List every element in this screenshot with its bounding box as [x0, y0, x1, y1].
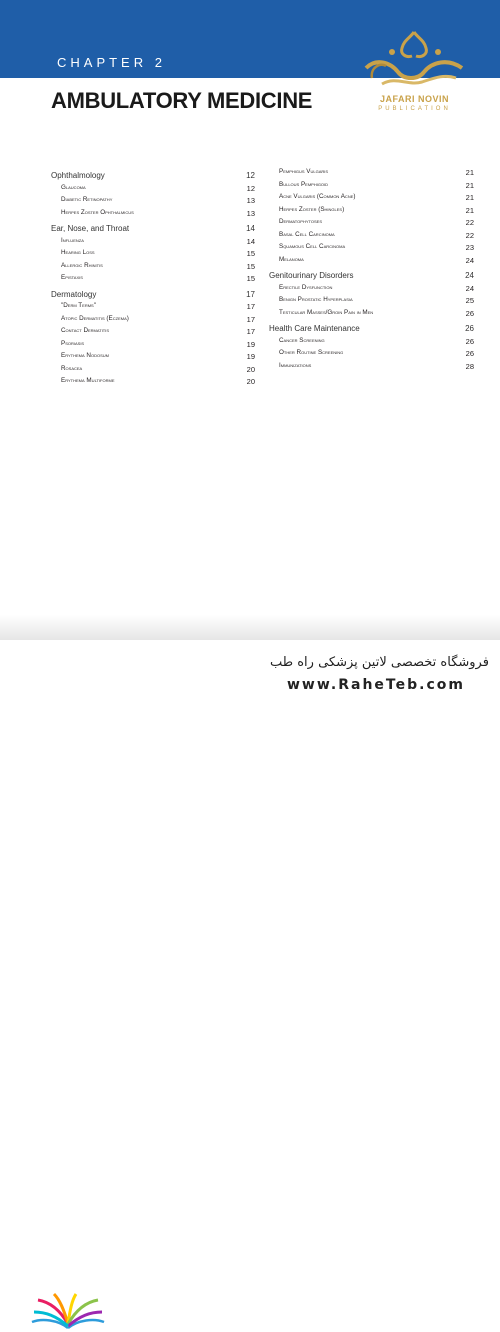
toc-subentry[interactable]	[51, 327, 255, 340]
toc-entry-title: Health Care Maintenance	[269, 324, 360, 333]
store-name: فروشگاه تخصصی لاتین پزشکی راه طب	[270, 655, 489, 670]
toc-subentry[interactable]	[269, 243, 474, 256]
toc-entry-page: 23	[465, 243, 474, 252]
toc-entry-page: 15	[246, 274, 255, 283]
toc-section-entry[interactable]	[51, 224, 255, 237]
toc-subentry[interactable]	[51, 262, 255, 275]
toc-entry-page: 17	[246, 302, 255, 311]
page-bottom-shadow	[0, 615, 500, 640]
toc-entry-title: "Derm Terms"	[61, 302, 96, 309]
toc-subentry[interactable]	[269, 193, 474, 206]
toc-entry-title: Ophthalmology	[51, 171, 105, 180]
publisher-logo	[352, 28, 477, 118]
toc-entry-page: 26	[465, 349, 474, 358]
toc-entry-page: 21	[465, 180, 474, 190]
logo-subtitle: PUBLICATION	[378, 106, 451, 112]
toc-subentry[interactable]	[51, 315, 255, 328]
toc-entry-title: Erectile Dysfunction	[279, 283, 333, 291]
toc-entry-title: Herpes Zoster Ophthalmicus	[61, 208, 134, 216]
toc-entry-title: Bullous Pemphigoid	[279, 180, 329, 188]
toc-entry-title: Contact Dermatitis	[61, 327, 110, 334]
toc-subentry[interactable]	[269, 231, 474, 244]
toc-subentry[interactable]	[269, 218, 474, 231]
toc-section-entry[interactable]	[269, 271, 474, 284]
toc-entry-title: Erythema Multiforme	[61, 377, 115, 384]
toc-entry-title: Hearing Loss	[61, 249, 95, 256]
toc-entry-title: Squamous Cell Carcinoma	[279, 243, 346, 250]
toc-entry-title: Herpes Zoster (Shingles)	[279, 205, 345, 213]
toc-entry-title: Dermatophytoses	[279, 218, 323, 225]
toc-subentry[interactable]	[269, 256, 474, 269]
toc-subentry[interactable]	[269, 337, 474, 350]
toc-entry-title: Epistaxis	[61, 274, 83, 281]
toc-subentry[interactable]	[269, 284, 474, 297]
toc-entry-page: 26	[465, 308, 474, 318]
toc-entry-title: Immunizations	[279, 361, 312, 369]
toc-entry-title: Atopic Dermatitis (Eczema)	[61, 314, 129, 322]
toc-subentry[interactable]	[269, 296, 474, 309]
toc-entry-title: Cancer Screening	[279, 336, 325, 344]
toc-entry-page: 21	[465, 205, 474, 215]
toc-entry-title: Testicular Masses/Groin Pain in Men	[279, 308, 374, 316]
toc-right-column	[269, 168, 474, 374]
toc-entry-page: 21	[465, 193, 474, 202]
toc-subentry[interactable]	[269, 309, 474, 322]
toc-left-column	[51, 168, 255, 390]
toc-entry-page: 17	[246, 289, 255, 299]
toc-subentry[interactable]	[269, 206, 474, 219]
toc-section-entry[interactable]	[51, 290, 255, 303]
toc-entry-page: 12	[246, 171, 255, 180]
toc-entry-page: 24	[465, 255, 474, 265]
toc-entry-title: Basal Cell Carcinoma	[279, 230, 335, 238]
toc-subentry[interactable]	[51, 340, 255, 353]
logo-name: JAFARI NOVIN	[379, 94, 449, 104]
store-url[interactable]: www.RaheTeb.com	[287, 677, 465, 693]
toc-entry-title: Pemphigus Vulgaris	[279, 168, 329, 175]
toc-entry-page: 22	[465, 230, 474, 240]
toc-entry-title: Influenza	[61, 236, 84, 244]
toc-entry-title: Diabetic Retinopathy	[61, 196, 113, 203]
toc-entry-page: 15	[246, 261, 255, 271]
toc-entry-page: 19	[246, 339, 255, 349]
toc-subentry[interactable]	[51, 237, 255, 250]
toc-entry-title: Dermatology	[51, 289, 97, 299]
open-book-icon	[28, 1292, 108, 1332]
logo-mark-icon	[352, 28, 477, 94]
toc-section-entry[interactable]	[269, 324, 474, 337]
toc-entry-page: 20	[246, 377, 255, 386]
toc-entry-page: 24	[465, 283, 474, 293]
toc-entry-title: Melanoma	[279, 255, 304, 263]
toc-entry-page: 25	[465, 296, 474, 305]
toc-section-entry[interactable]	[51, 171, 255, 184]
toc-subentry[interactable]	[269, 349, 474, 362]
toc-entry-title: Rosacea	[61, 364, 83, 372]
toc-subentry[interactable]	[269, 168, 474, 181]
toc-entry-page: 19	[246, 352, 255, 361]
toc-entry-page: 24	[465, 271, 474, 280]
toc-entry-title: Genitourinary Disorders	[269, 271, 354, 280]
toc-entry-page: 28	[465, 361, 474, 371]
toc-entry-page: 26	[465, 324, 474, 333]
toc-entry-page: 12	[246, 183, 255, 193]
toc-entry-page: 14	[246, 224, 255, 233]
toc-subentry[interactable]	[51, 365, 255, 378]
toc-entry-title: Psoriasis	[61, 339, 85, 347]
toc-entry-title: Benign Prostatic Hyperplasia	[279, 296, 353, 303]
toc-entry-title: Erythema Nodosum	[61, 352, 109, 359]
toc-entry-page: 17	[246, 314, 255, 324]
toc-entry-title: Other Routine Screening	[279, 349, 344, 356]
chapter-title: AMBULATORY MEDICINE	[51, 88, 313, 113]
chapter-label: CHAPTER 2	[57, 55, 166, 70]
toc-subentry[interactable]	[51, 352, 255, 365]
toc-entry-page: 17	[246, 327, 255, 336]
toc-subentry[interactable]	[51, 249, 255, 262]
toc-subentry[interactable]	[51, 196, 255, 209]
toc-entry-page: 22	[465, 218, 474, 227]
toc-entry-page: 15	[246, 249, 255, 258]
toc-entry-page: 13	[246, 196, 255, 205]
toc-entry-page: 21	[465, 168, 474, 177]
toc-entry-title: Acne Vulgaris (Common Acne)	[279, 193, 356, 200]
toc-entry-page: 13	[246, 208, 255, 218]
toc-subentry[interactable]	[51, 209, 255, 222]
toc-entry-page: 26	[465, 336, 474, 346]
toc-entry-page: 20	[246, 364, 255, 374]
toc-subentry[interactable]	[269, 181, 474, 194]
toc-entry-title: Glaucoma	[61, 183, 86, 191]
toc-subentry[interactable]	[51, 302, 255, 315]
toc-entry-page: 14	[246, 236, 255, 246]
toc-subentry[interactable]	[269, 362, 474, 375]
toc-subentry[interactable]	[51, 274, 255, 287]
toc-subentry[interactable]	[51, 184, 255, 197]
toc-entry-title: Allergic Rhinitis	[61, 261, 103, 269]
toc-subentry[interactable]	[51, 377, 255, 390]
toc-entry-title: Ear, Nose, and Throat	[51, 224, 130, 233]
